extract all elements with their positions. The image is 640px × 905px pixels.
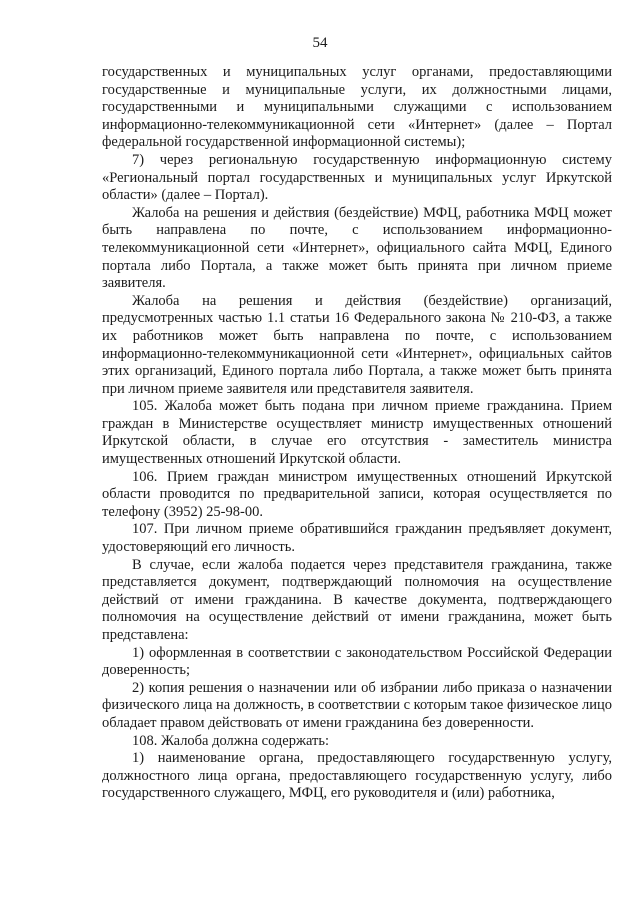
paragraph-item-2-appointment-copy: 2) копия решения о назначении или об избрании либо приказа о назначении физического лица на должность, в соответствии с которым такое физическое лицо обладает правом действовать от имени гражданина без доверенности. — [102, 679, 612, 731]
paragraph-107: 107. При личном приеме обратившийся гражданин предъявляет документ, удостоверяющий его личность. — [102, 521, 612, 556]
document-body — [102, 64, 612, 803]
paragraph-portal-federal: государственных и муниципальных услуг органами, предоставляющими государственные и муниципальные услуги, их должностными лицами, государственными и муниципальными служащими с использованием информационно-телекоммуникационной сети «Интернет» (далее – Портал федеральной государственной информационной системы); — [102, 64, 612, 151]
paragraph-representative: В случае, если жалоба подается через представителя гражданина, также представляется документ, подтверждающий полномочия на осуществление действий от имени гражданина. В качестве документа, подтверждающего полномочия на осуществление действий от имени гражданина, может быть представлена: — [102, 556, 612, 643]
paragraph-108: 108. Жалоба должна содержать: — [132, 732, 330, 749]
page-number: 54 — [312, 35, 328, 51]
paragraph-item-7-regional-portal: 7) через региональную государственную информационную систему «Региональный портал государственных и муниципальных услуг Иркутской области» (далее – Портал). — [102, 151, 612, 204]
paragraph-complaint-mfc: Жалоба на решения и действия (бездействие) МФЦ, работника МФЦ может быть направлена по почте, с использованием информационно-телекоммуникационной сети «Интернет», официального сайта МФЦ, Единого портала либо Портала, а также может быть принята при личном приеме заявителя. — [102, 204, 612, 292]
paragraph-105: 105. Жалоба может быть подана при личном приеме гражданина. Прием граждан в Министерстве осуществляет министр имущественных отношений Иркутской области, в случае его отсутствия - заместитель министра имущественных отношений Иркутской области. — [102, 398, 612, 468]
paragraph-106: 106. Прием граждан министром имущественных отношений Иркутской области проводится по предварительной записи, которая осуществляется по телефону (3952) 25-98-00. — [102, 468, 612, 520]
paragraph-item-1-authority-name: 1) наименование органа, предоставляющего государственную услугу, должностного лица органа, предоставляющего государственную услугу, либо государственного служащего, МФЦ, его руководителя и (или) работника, — [102, 750, 612, 802]
paragraph-complaint-organizations: Жалоба на решения и действия (бездействие) организаций, предусмотренных частью 1.1 статьи 16 Федерального закона № 210-ФЗ, а также их работников может быть направлена по почте, с использованием информационно-телекоммуникационной сети «Интернет», официальных сайтов этих организаций, Единого портала либо Портала, а также может быть принята при личном приеме заявителя или представителя заявителя. — [102, 292, 612, 397]
paragraph-item-1-power-of-attorney: 1) оформленная в соответствии с законодательством Российской Федерации доверенность; — [102, 644, 612, 679]
